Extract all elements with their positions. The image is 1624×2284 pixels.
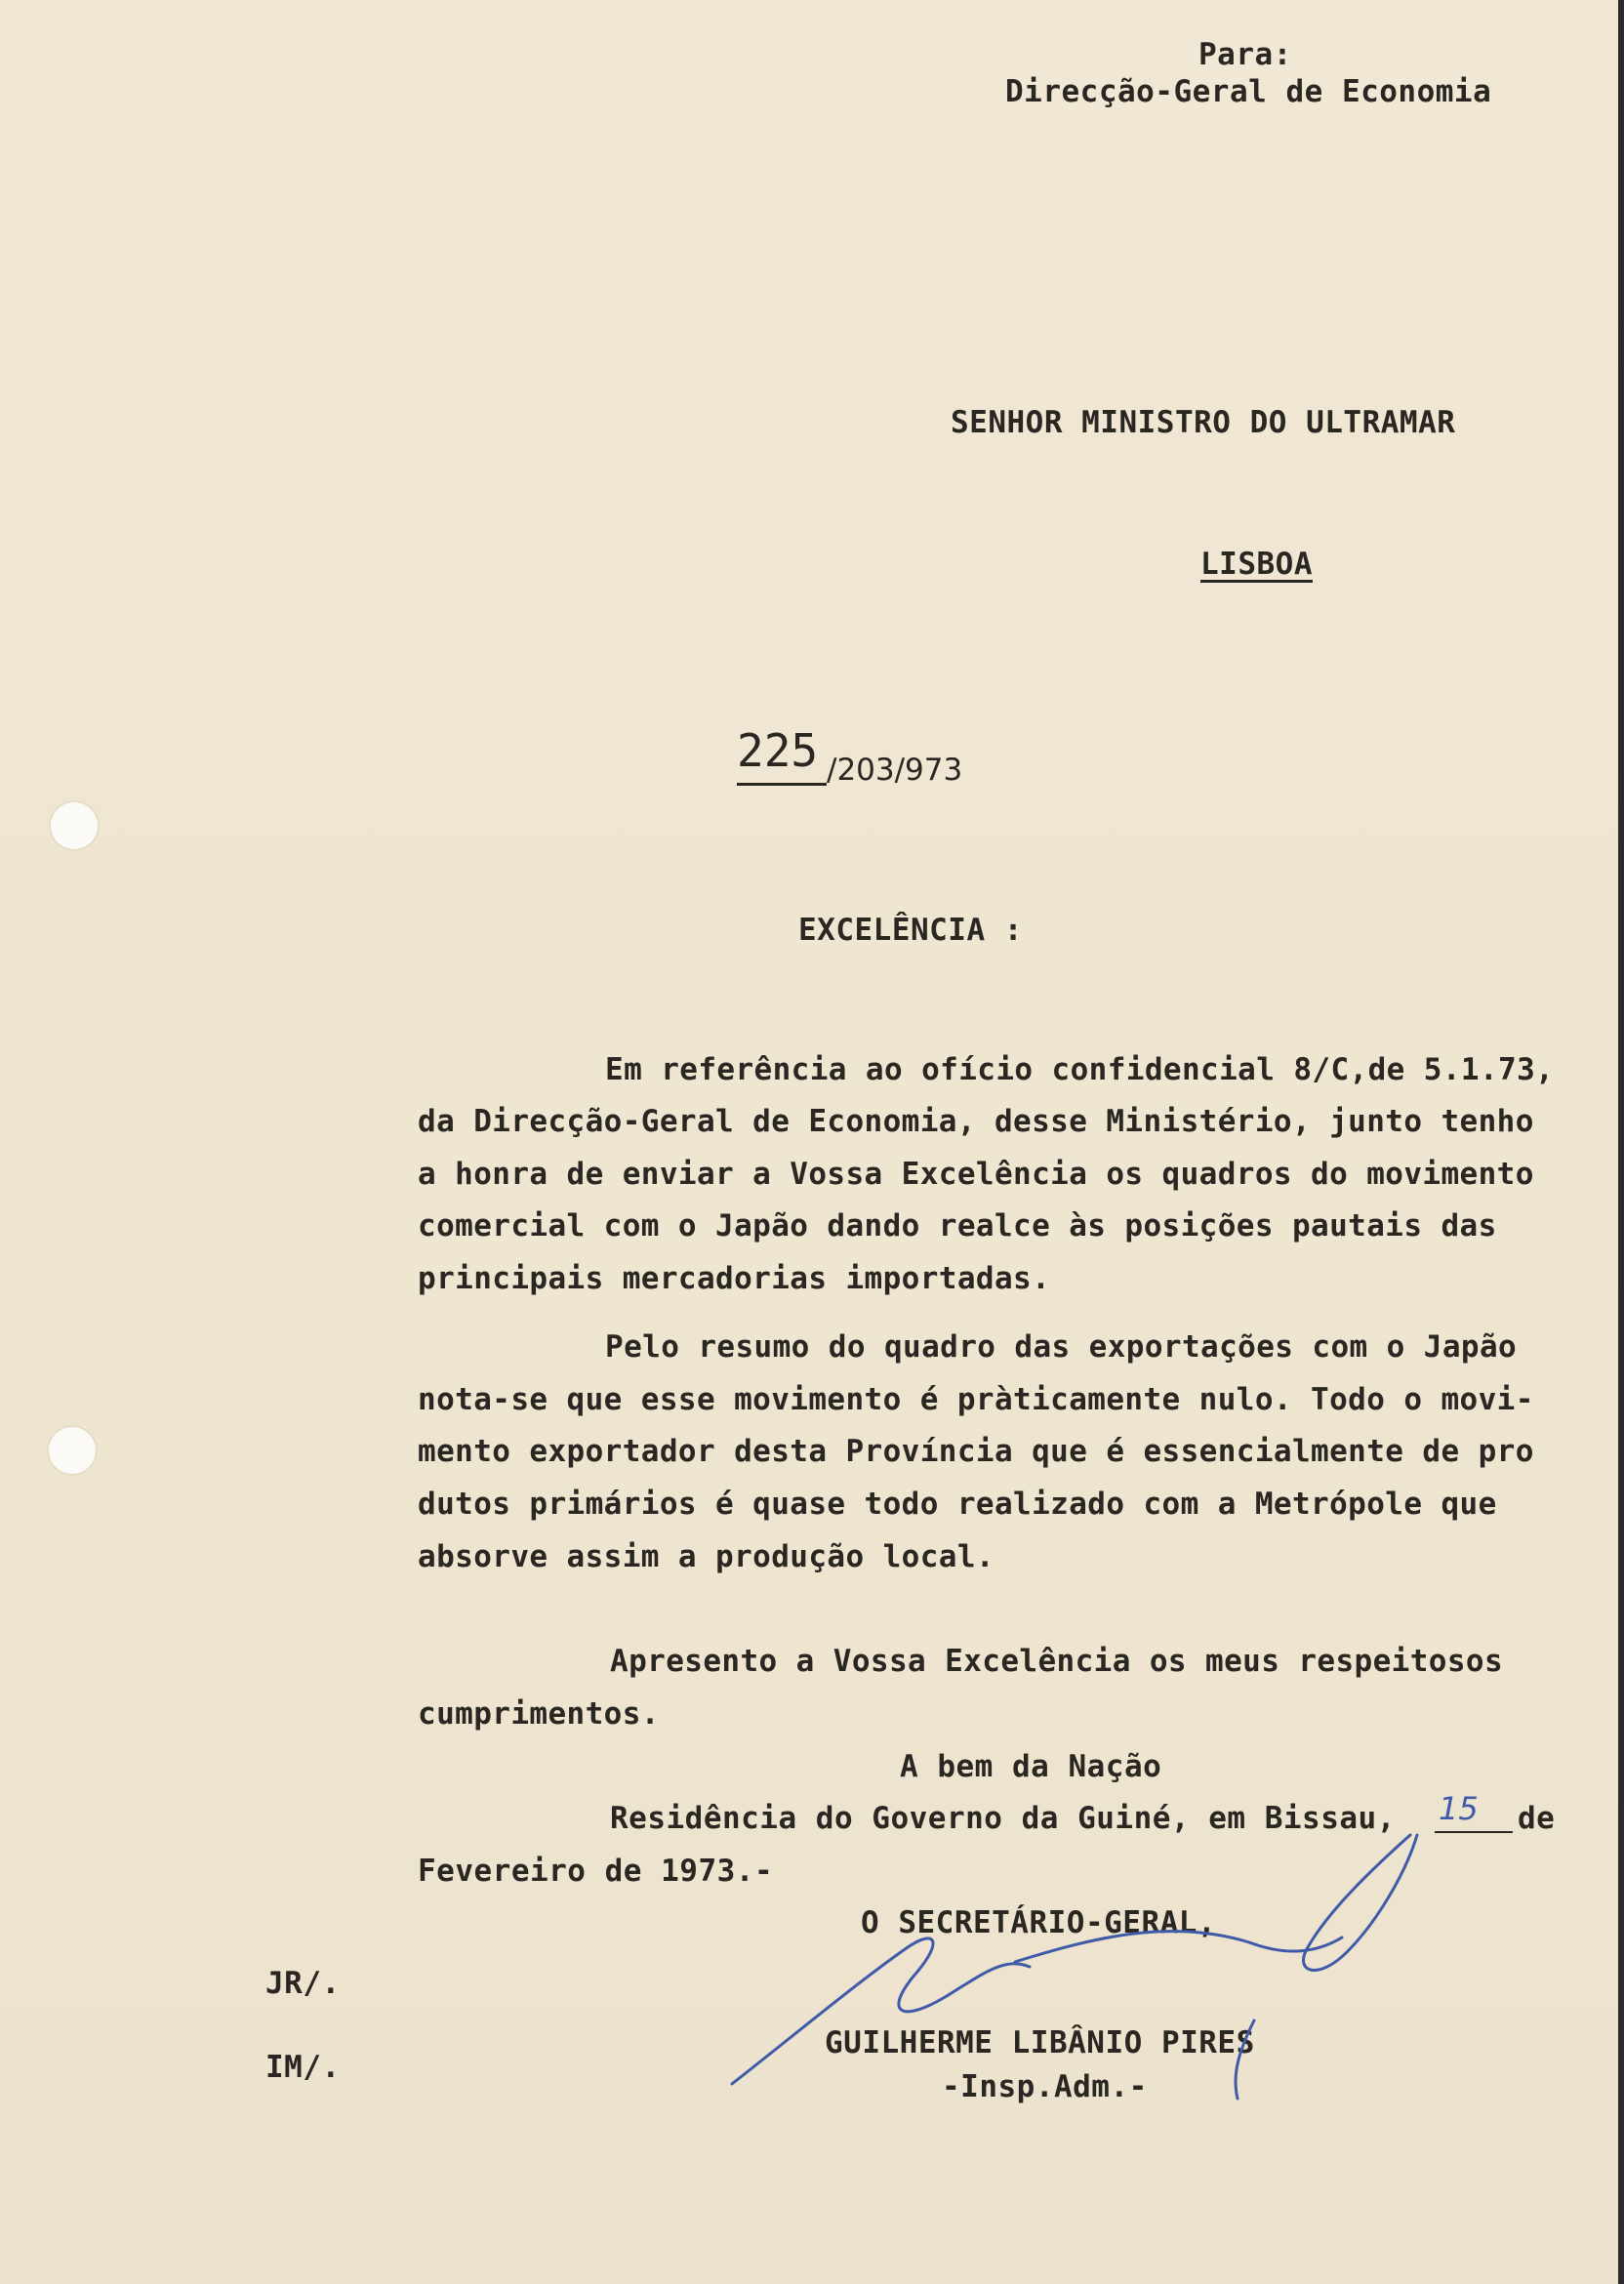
reference-typed-suffix: /203/973 [827, 753, 963, 788]
paragraph2-line: nota-se que esse movimento é pràticamente nulo. Todo o movi- [418, 1382, 1534, 1417]
paragraph2-line: dutos primários é quase todo realizado com a Metrópole que [418, 1487, 1497, 1522]
signature-name: GUILHERME LIBÂNIO PIRES [825, 2025, 1255, 2060]
closing-day-handwritten: 15 [1439, 1790, 1479, 1827]
closing-date-rest: Fevereiro de 1973.- [418, 1854, 774, 1889]
paragraph2-line: absorve assim a produção local. [418, 1539, 995, 1574]
signature-title: O SECRETÁRIO-GERAL, [861, 1905, 1217, 1940]
paragraph1-line: principais mercadorias importadas. [418, 1261, 1051, 1296]
reference-handwritten-number: 225 [737, 724, 819, 777]
paragraph1-line: comercial com o Japão dando realce às posições pautais das [418, 1208, 1497, 1244]
initials-im: IM/. [265, 2050, 341, 2085]
paragraph1-line: Em referência ao ofício confidencial 8/C,de 5.1.73, [605, 1052, 1555, 1087]
paragraph3-line: Apresento a Vossa Excelência os meus respeitosos [610, 1644, 1504, 1679]
paragraph1-line: a honra de enviar a Vossa Excelência os quadros do movimento [418, 1157, 1534, 1192]
recipient-line: SENHOR MINISTRO DO ULTRAMAR [951, 405, 1456, 440]
closing-motto: A bem da Nação [900, 1749, 1162, 1784]
salutation: EXCELÊNCIA : [798, 913, 1023, 948]
paragraph3-line: cumprimentos. [418, 1696, 660, 1732]
paragraph2-line: Pelo resumo do quadro das exportações com o Japão [605, 1329, 1518, 1365]
signature-role: -Insp.Adm.- [942, 2069, 1148, 2104]
closing-place-suffix: de [1518, 1801, 1556, 1836]
closing-place-prefix: Residência do Governo da Guiné, em Bissau, [610, 1801, 1396, 1836]
para-label: Para: [1198, 37, 1292, 72]
city-line: LISBOA [1200, 547, 1313, 582]
paragraph2-line: mento exportador desta Província que é essencialmente de pro [418, 1434, 1534, 1469]
initials-jr: JR/. [265, 1966, 341, 2001]
paragraph1-line: da Direcção-Geral de Economia, desse Ministério, junto tenho [418, 1104, 1534, 1139]
para-recipient: Direcção-Geral de Economia [1005, 74, 1492, 109]
